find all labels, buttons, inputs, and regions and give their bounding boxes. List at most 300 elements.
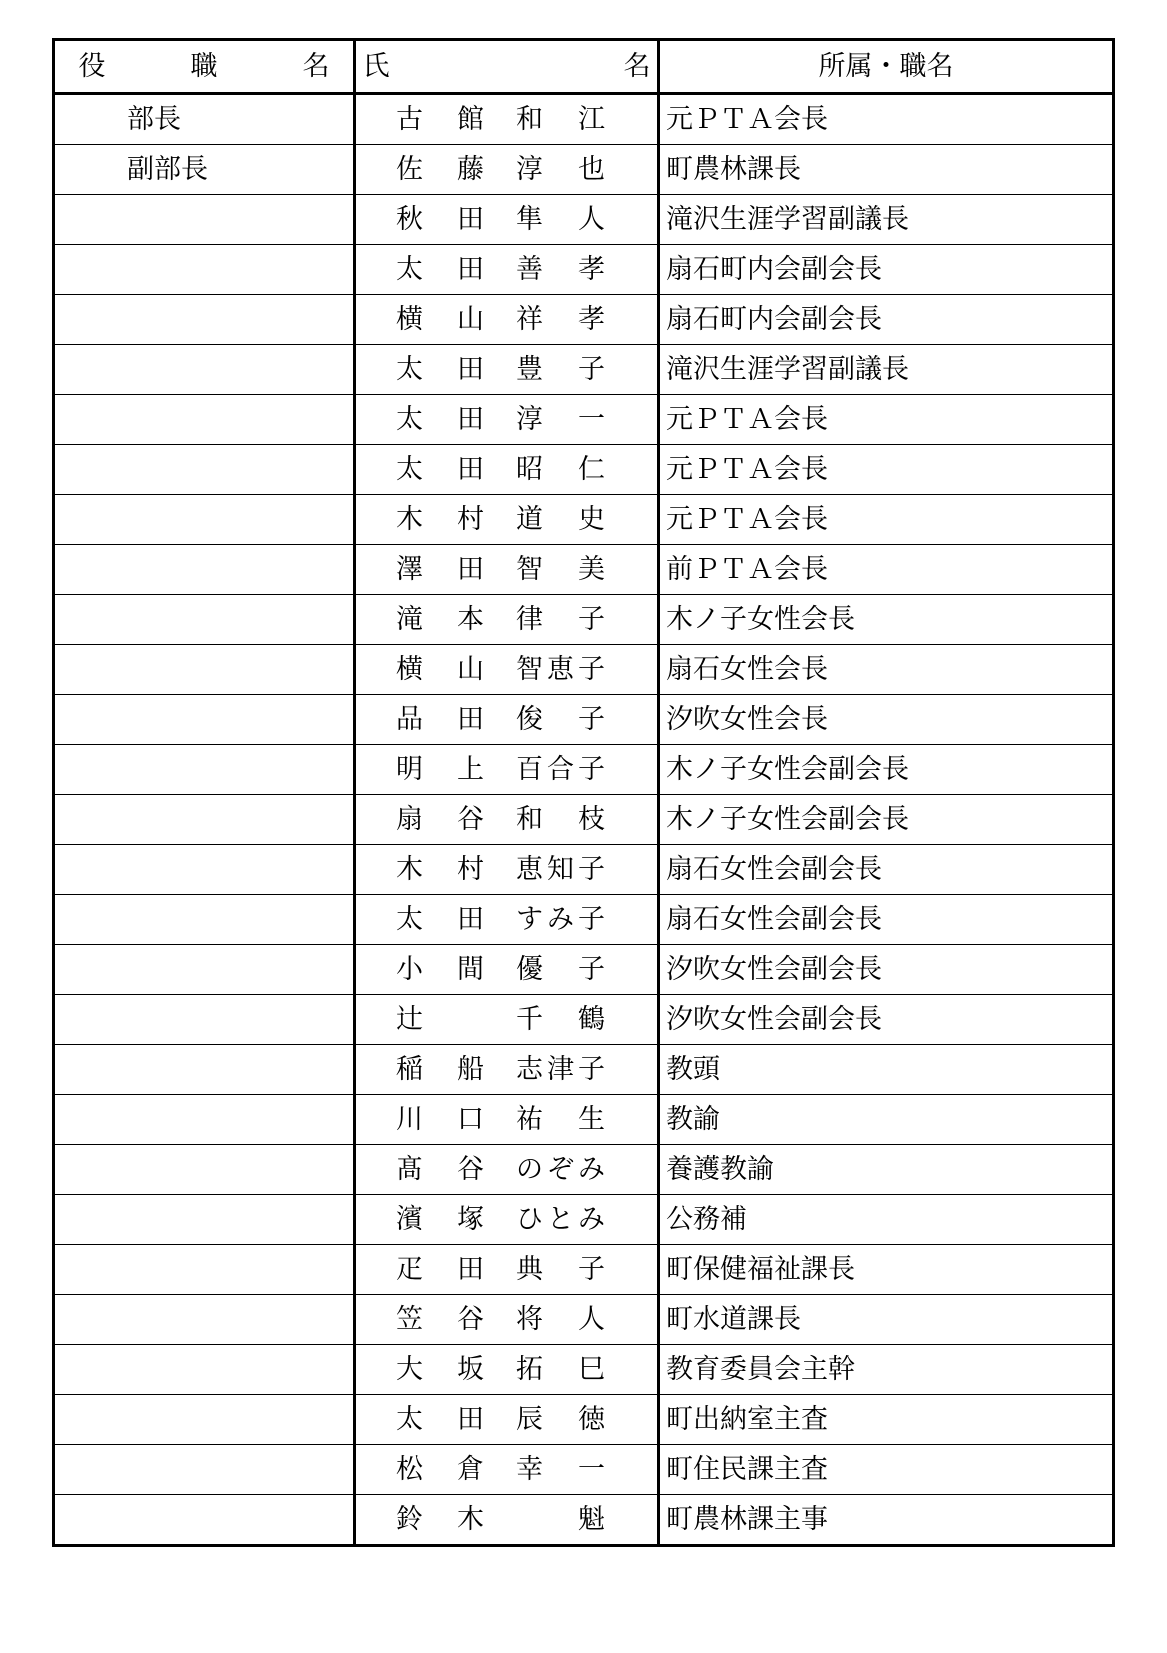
family-name-char: 村 bbox=[457, 854, 484, 885]
name-cell bbox=[355, 395, 659, 445]
role-cell bbox=[54, 595, 355, 645]
name-cell bbox=[355, 245, 659, 295]
role-cell bbox=[54, 945, 355, 995]
given-name-char: 人 bbox=[578, 1304, 605, 1335]
family-name-char: 太 bbox=[396, 454, 423, 485]
table-row bbox=[54, 1345, 1114, 1395]
name-cell bbox=[355, 895, 659, 945]
given-name-char: 知 bbox=[547, 854, 574, 885]
header-role: 役 職 名 bbox=[54, 40, 355, 94]
family-name bbox=[396, 556, 484, 583]
family-name-char: 古 bbox=[396, 104, 423, 135]
affiliation-text: 町住民課主査 bbox=[666, 1454, 828, 1485]
family-name bbox=[396, 1256, 484, 1283]
family-name bbox=[396, 306, 484, 333]
affiliation-cell bbox=[659, 195, 1114, 245]
family-name bbox=[396, 806, 484, 833]
given-name bbox=[516, 556, 605, 583]
given-name-char: 善 bbox=[516, 254, 543, 285]
given-name-char: 智 bbox=[516, 554, 543, 585]
family-name bbox=[396, 1006, 484, 1033]
given-name bbox=[516, 1156, 605, 1183]
role-cell bbox=[54, 395, 355, 445]
given-name-char: み bbox=[578, 1154, 605, 1185]
name-cell bbox=[355, 745, 659, 795]
role-cell bbox=[54, 895, 355, 945]
family-name-char: 太 bbox=[396, 254, 423, 285]
given-name bbox=[516, 256, 605, 283]
given-name bbox=[516, 406, 605, 433]
table-row bbox=[54, 1495, 1114, 1546]
affiliation-cell bbox=[659, 245, 1114, 295]
name-cell bbox=[355, 1295, 659, 1345]
family-name-char: 山 bbox=[457, 654, 484, 685]
affiliation-text: 前ＰＴＡ会長 bbox=[666, 554, 828, 585]
given-name-char: 豊 bbox=[516, 354, 543, 385]
affiliation-text: 公務補 bbox=[666, 1204, 747, 1235]
given-name-char: 合 bbox=[547, 754, 574, 785]
name-cell bbox=[355, 1095, 659, 1145]
family-name-char: 扇 bbox=[396, 804, 423, 835]
affiliation-text: 教諭 bbox=[666, 1104, 720, 1135]
family-name-char: 田 bbox=[457, 1254, 484, 1285]
affiliation-text: 養護教諭 bbox=[666, 1154, 774, 1185]
name-cell bbox=[355, 495, 659, 545]
given-name-char: 美 bbox=[578, 554, 605, 585]
role-char: 長 bbox=[154, 104, 181, 135]
role-char: 副 bbox=[127, 154, 154, 185]
given-name-char: 志 bbox=[516, 1054, 543, 1085]
family-name bbox=[396, 706, 484, 733]
family-name bbox=[396, 1406, 484, 1433]
given-name bbox=[516, 1356, 605, 1383]
name-cell bbox=[355, 1195, 659, 1245]
family-name-char: 倉 bbox=[457, 1454, 484, 1485]
name-cell bbox=[355, 345, 659, 395]
role-cell bbox=[54, 1295, 355, 1345]
table-row bbox=[54, 545, 1114, 595]
family-name-char: 田 bbox=[457, 904, 484, 935]
affiliation-cell bbox=[659, 1045, 1114, 1095]
given-name-char: 淳 bbox=[516, 154, 543, 185]
family-name-char: 濱 bbox=[396, 1204, 423, 1235]
family-name bbox=[396, 1506, 484, 1533]
given-name bbox=[516, 756, 605, 783]
given-name-char: ぞ bbox=[547, 1154, 574, 1185]
given-name-char: 辰 bbox=[516, 1404, 543, 1435]
given-name-char: 律 bbox=[516, 604, 543, 635]
table-row bbox=[54, 695, 1114, 745]
affiliation-cell bbox=[659, 145, 1114, 195]
role-cell bbox=[54, 295, 355, 345]
family-name-char: 横 bbox=[396, 654, 423, 685]
family-name-char: 大 bbox=[396, 1354, 423, 1385]
affiliation-text: 町保健福祉課長 bbox=[666, 1254, 855, 1285]
family-name-char: 田 bbox=[457, 354, 484, 385]
affiliation-text: 元ＰＴＡ会長 bbox=[666, 104, 828, 135]
role-cell bbox=[54, 94, 355, 145]
given-name-char: 子 bbox=[578, 1254, 605, 1285]
given-name-char: 恵 bbox=[547, 654, 574, 685]
table-row bbox=[54, 94, 1114, 145]
affiliation-cell bbox=[659, 895, 1114, 945]
name-cell bbox=[355, 1495, 659, 1546]
given-name bbox=[516, 856, 605, 883]
name-cell bbox=[355, 1445, 659, 1495]
role-cell bbox=[54, 245, 355, 295]
family-name bbox=[396, 206, 484, 233]
given-name-char: す bbox=[516, 904, 543, 935]
family-name bbox=[396, 1206, 484, 1233]
role-cell bbox=[54, 195, 355, 245]
affiliation-cell bbox=[659, 995, 1114, 1045]
affiliation-cell bbox=[659, 795, 1114, 845]
given-name-char: の bbox=[516, 1154, 543, 1185]
affiliation-text: 汐吹女性会副会長 bbox=[666, 954, 882, 985]
family-name bbox=[396, 1306, 484, 1333]
family-name-char: 塚 bbox=[457, 1204, 484, 1235]
table-row bbox=[54, 1395, 1114, 1445]
role-cell bbox=[54, 345, 355, 395]
family-name-char: 木 bbox=[396, 854, 423, 885]
role-cell bbox=[54, 145, 355, 195]
affiliation-text: 扇石女性会長 bbox=[666, 654, 828, 685]
given-name bbox=[516, 1106, 605, 1133]
family-name-char: 品 bbox=[396, 704, 423, 735]
role-cell bbox=[54, 1245, 355, 1295]
table-row bbox=[54, 995, 1114, 1045]
name-cell bbox=[355, 295, 659, 345]
family-name bbox=[396, 1456, 484, 1483]
family-name-char: 木 bbox=[396, 504, 423, 535]
table-row bbox=[54, 1295, 1114, 1345]
given-name-char: 祐 bbox=[516, 1104, 543, 1135]
given-name bbox=[516, 1456, 605, 1483]
affiliation-text: 滝沢生涯学習副議長 bbox=[666, 204, 909, 235]
affiliation-cell bbox=[659, 1495, 1114, 1546]
affiliation-cell bbox=[659, 945, 1114, 995]
affiliation-cell bbox=[659, 1295, 1114, 1345]
name-cell bbox=[355, 94, 659, 145]
table-row bbox=[54, 645, 1114, 695]
given-name-char: 生 bbox=[578, 1104, 605, 1135]
table-row bbox=[54, 1245, 1114, 1295]
name-cell bbox=[355, 795, 659, 845]
role-cell bbox=[54, 1345, 355, 1395]
affiliation-cell bbox=[659, 94, 1114, 145]
family-name bbox=[396, 156, 484, 183]
affiliation-cell bbox=[659, 495, 1114, 545]
affiliation-text: 教育委員会主幹 bbox=[666, 1354, 855, 1385]
given-name bbox=[516, 1406, 605, 1433]
given-name-char: 拓 bbox=[516, 1354, 543, 1385]
table-row bbox=[54, 595, 1114, 645]
family-name-char: 滝 bbox=[396, 604, 423, 635]
header-row bbox=[54, 40, 1114, 94]
table-row bbox=[54, 445, 1114, 495]
family-name-char: 谷 bbox=[457, 1304, 484, 1335]
name-cell bbox=[355, 1245, 659, 1295]
table-row bbox=[54, 1195, 1114, 1245]
given-name-char: 道 bbox=[516, 504, 543, 535]
given-name-char: み bbox=[547, 904, 574, 935]
family-name-char: 館 bbox=[457, 104, 484, 135]
given-name bbox=[516, 1256, 605, 1283]
family-name bbox=[396, 956, 484, 983]
given-name-char: 孝 bbox=[578, 304, 605, 335]
family-name-char: 間 bbox=[457, 954, 484, 985]
table-row bbox=[54, 495, 1114, 545]
header-name: 氏 名 bbox=[355, 40, 659, 94]
family-name-char: 谷 bbox=[457, 1154, 484, 1185]
family-name bbox=[396, 856, 484, 883]
affiliation-text: 町出納室主査 bbox=[666, 1404, 828, 1435]
given-name-char: 魁 bbox=[578, 1504, 605, 1535]
given-name-char: 将 bbox=[516, 1304, 543, 1335]
given-name-char: 津 bbox=[547, 1054, 574, 1085]
role-char: 長 bbox=[181, 154, 208, 185]
family-name bbox=[396, 906, 484, 933]
given-name-char: 一 bbox=[578, 404, 605, 435]
family-name-char: 田 bbox=[457, 254, 484, 285]
given-name-char: 百 bbox=[516, 754, 543, 785]
name-cell bbox=[355, 145, 659, 195]
family-name-char: 疋 bbox=[396, 1254, 423, 1285]
given-name-char: 智 bbox=[516, 654, 543, 685]
role-cell bbox=[54, 845, 355, 895]
role-cell bbox=[54, 495, 355, 545]
given-name-char: 鶴 bbox=[578, 1004, 605, 1035]
family-name bbox=[396, 106, 484, 133]
family-name-char: 辻 bbox=[396, 1004, 423, 1035]
affiliation-cell bbox=[659, 645, 1114, 695]
family-name bbox=[396, 1056, 484, 1083]
given-name-char: と bbox=[547, 1204, 574, 1235]
affiliation-cell bbox=[659, 295, 1114, 345]
role-cell bbox=[54, 1045, 355, 1095]
given-name-char: 子 bbox=[578, 354, 605, 385]
family-name bbox=[396, 256, 484, 283]
given-name-char: 一 bbox=[578, 1454, 605, 1485]
family-name-char: 坂 bbox=[457, 1354, 484, 1385]
table-row bbox=[54, 1445, 1114, 1495]
given-name-char: 巳 bbox=[578, 1354, 605, 1385]
family-name-char: 田 bbox=[457, 1404, 484, 1435]
affiliation-text: 汐吹女性会副会長 bbox=[666, 1004, 882, 1035]
affiliation-text: 元ＰＴＡ会長 bbox=[666, 454, 828, 485]
given-name-char: 人 bbox=[578, 204, 605, 235]
family-name-char: 澤 bbox=[396, 554, 423, 585]
family-name-char: 田 bbox=[457, 704, 484, 735]
affiliation-cell bbox=[659, 1245, 1114, 1295]
name-cell bbox=[355, 195, 659, 245]
family-name-char: 田 bbox=[457, 204, 484, 235]
given-name bbox=[516, 306, 605, 333]
affiliation-cell bbox=[659, 395, 1114, 445]
given-name bbox=[516, 206, 605, 233]
given-name bbox=[516, 1006, 605, 1033]
affiliation-cell bbox=[659, 545, 1114, 595]
family-name bbox=[396, 1106, 484, 1133]
given-name bbox=[516, 506, 605, 533]
role-cell bbox=[54, 645, 355, 695]
role-cell bbox=[54, 445, 355, 495]
affiliation-cell bbox=[659, 745, 1114, 795]
given-name-char: 子 bbox=[578, 604, 605, 635]
role-cell bbox=[54, 795, 355, 845]
family-name-char: 本 bbox=[457, 604, 484, 635]
affiliation-cell bbox=[659, 1395, 1114, 1445]
given-name-char: 子 bbox=[578, 954, 605, 985]
role-cell bbox=[54, 1395, 355, 1445]
name-cell bbox=[355, 945, 659, 995]
given-name-char: 俊 bbox=[516, 704, 543, 735]
family-name-char: 藤 bbox=[457, 154, 484, 185]
given-name-char: 淳 bbox=[516, 404, 543, 435]
affiliation-cell bbox=[659, 695, 1114, 745]
given-name-char: 幸 bbox=[516, 1454, 543, 1485]
affiliation-text: 町水道課長 bbox=[666, 1304, 801, 1335]
given-name-char: 子 bbox=[578, 1054, 605, 1085]
name-cell bbox=[355, 1045, 659, 1095]
given-name-char: 和 bbox=[516, 804, 543, 835]
given-name bbox=[516, 656, 605, 683]
table-row bbox=[54, 795, 1114, 845]
family-name-char: 笠 bbox=[396, 1304, 423, 1335]
affiliation-cell bbox=[659, 445, 1114, 495]
table-row bbox=[54, 945, 1114, 995]
affiliation-text: 木ノ子女性会副会長 bbox=[666, 754, 909, 785]
given-name-char: 祥 bbox=[516, 304, 543, 335]
family-name-char: 谷 bbox=[457, 804, 484, 835]
family-name-char: 太 bbox=[396, 354, 423, 385]
family-name bbox=[396, 756, 484, 783]
affiliation-text: 木ノ子女性会副会長 bbox=[666, 804, 909, 835]
family-name-char: 鈴 bbox=[396, 1504, 423, 1535]
roster-body bbox=[54, 94, 1114, 1546]
given-name-char: 昭 bbox=[516, 454, 543, 485]
given-name bbox=[516, 706, 605, 733]
name-cell bbox=[355, 695, 659, 745]
given-name-char: 子 bbox=[578, 854, 605, 885]
affiliation-cell bbox=[659, 1095, 1114, 1145]
family-name-char: 川 bbox=[396, 1104, 423, 1135]
role-cell bbox=[54, 1145, 355, 1195]
family-name bbox=[396, 606, 484, 633]
table-row bbox=[54, 395, 1114, 445]
given-name-char: 徳 bbox=[578, 1404, 605, 1435]
given-name-char: 子 bbox=[578, 704, 605, 735]
affiliation-text: 滝沢生涯学習副議長 bbox=[666, 354, 909, 385]
given-name-char: 和 bbox=[516, 104, 543, 135]
given-name bbox=[516, 1306, 605, 1333]
given-name bbox=[516, 1056, 605, 1083]
given-name-char: 隼 bbox=[516, 204, 543, 235]
given-name bbox=[516, 956, 605, 983]
family-name-char: 木 bbox=[457, 1504, 484, 1535]
role-cell bbox=[54, 1445, 355, 1495]
family-name bbox=[396, 456, 484, 483]
given-name-char: 子 bbox=[578, 754, 605, 785]
family-name-char: 上 bbox=[457, 754, 484, 785]
given-name bbox=[516, 456, 605, 483]
family-name bbox=[396, 656, 484, 683]
role-cell bbox=[54, 545, 355, 595]
given-name bbox=[516, 1206, 605, 1233]
affiliation-text: 扇石女性会副会長 bbox=[666, 904, 882, 935]
table-row bbox=[54, 145, 1114, 195]
family-name-char: 太 bbox=[396, 904, 423, 935]
given-name-char: 優 bbox=[516, 954, 543, 985]
family-name-char: 口 bbox=[457, 1104, 484, 1135]
family-name-char: 太 bbox=[396, 404, 423, 435]
affiliation-text: 木ノ子女性会長 bbox=[666, 604, 855, 635]
given-name-char: 史 bbox=[578, 504, 605, 535]
role-cell bbox=[54, 1095, 355, 1145]
given-name-char: 子 bbox=[578, 904, 605, 935]
table-row bbox=[54, 195, 1114, 245]
affiliation-text: 扇石町内会副会長 bbox=[666, 304, 882, 335]
family-name-char: 明 bbox=[396, 754, 423, 785]
name-cell bbox=[355, 1395, 659, 1445]
given-name-char: 孝 bbox=[578, 254, 605, 285]
family-name-char: 佐 bbox=[396, 154, 423, 185]
family-name-char: 山 bbox=[457, 304, 484, 335]
name-cell bbox=[355, 845, 659, 895]
given-name-char: 千 bbox=[516, 1004, 543, 1035]
affiliation-cell bbox=[659, 1345, 1114, 1395]
affiliation-cell bbox=[659, 1195, 1114, 1245]
name-cell bbox=[355, 1345, 659, 1395]
name-cell bbox=[355, 645, 659, 695]
given-name bbox=[516, 806, 605, 833]
table-row bbox=[54, 295, 1114, 345]
role-cell bbox=[54, 1495, 355, 1546]
family-name-char: 横 bbox=[396, 304, 423, 335]
family-name-char: 小 bbox=[396, 954, 423, 985]
given-name-char: 江 bbox=[578, 104, 605, 135]
table-row bbox=[54, 745, 1114, 795]
affiliation-text: 町農林課長 bbox=[666, 154, 801, 185]
given-name-char: ひ bbox=[516, 1204, 543, 1235]
family-name bbox=[396, 506, 484, 533]
family-name-char: 田 bbox=[457, 454, 484, 485]
family-name-char: 田 bbox=[457, 404, 484, 435]
given-name bbox=[516, 1506, 605, 1533]
role-cell bbox=[54, 1195, 355, 1245]
name-cell bbox=[355, 995, 659, 1045]
role-cell bbox=[54, 745, 355, 795]
given-name-char: 恵 bbox=[516, 854, 543, 885]
affiliation-cell bbox=[659, 1145, 1114, 1195]
given-name-char: 子 bbox=[578, 654, 605, 685]
role-char: 部 bbox=[154, 154, 181, 185]
given-name bbox=[516, 356, 605, 383]
given-name bbox=[516, 156, 605, 183]
family-name-char: 田 bbox=[457, 554, 484, 585]
name-cell bbox=[355, 1145, 659, 1195]
table-row bbox=[54, 345, 1114, 395]
affiliation-text: 元ＰＴＡ会長 bbox=[666, 504, 828, 535]
given-name bbox=[516, 906, 605, 933]
given-name-char: 仁 bbox=[578, 454, 605, 485]
name-cell bbox=[355, 545, 659, 595]
table-row bbox=[54, 1095, 1114, 1145]
family-name bbox=[396, 406, 484, 433]
family-name-char: 船 bbox=[457, 1054, 484, 1085]
given-name-char: 典 bbox=[516, 1254, 543, 1285]
table-row bbox=[54, 1145, 1114, 1195]
